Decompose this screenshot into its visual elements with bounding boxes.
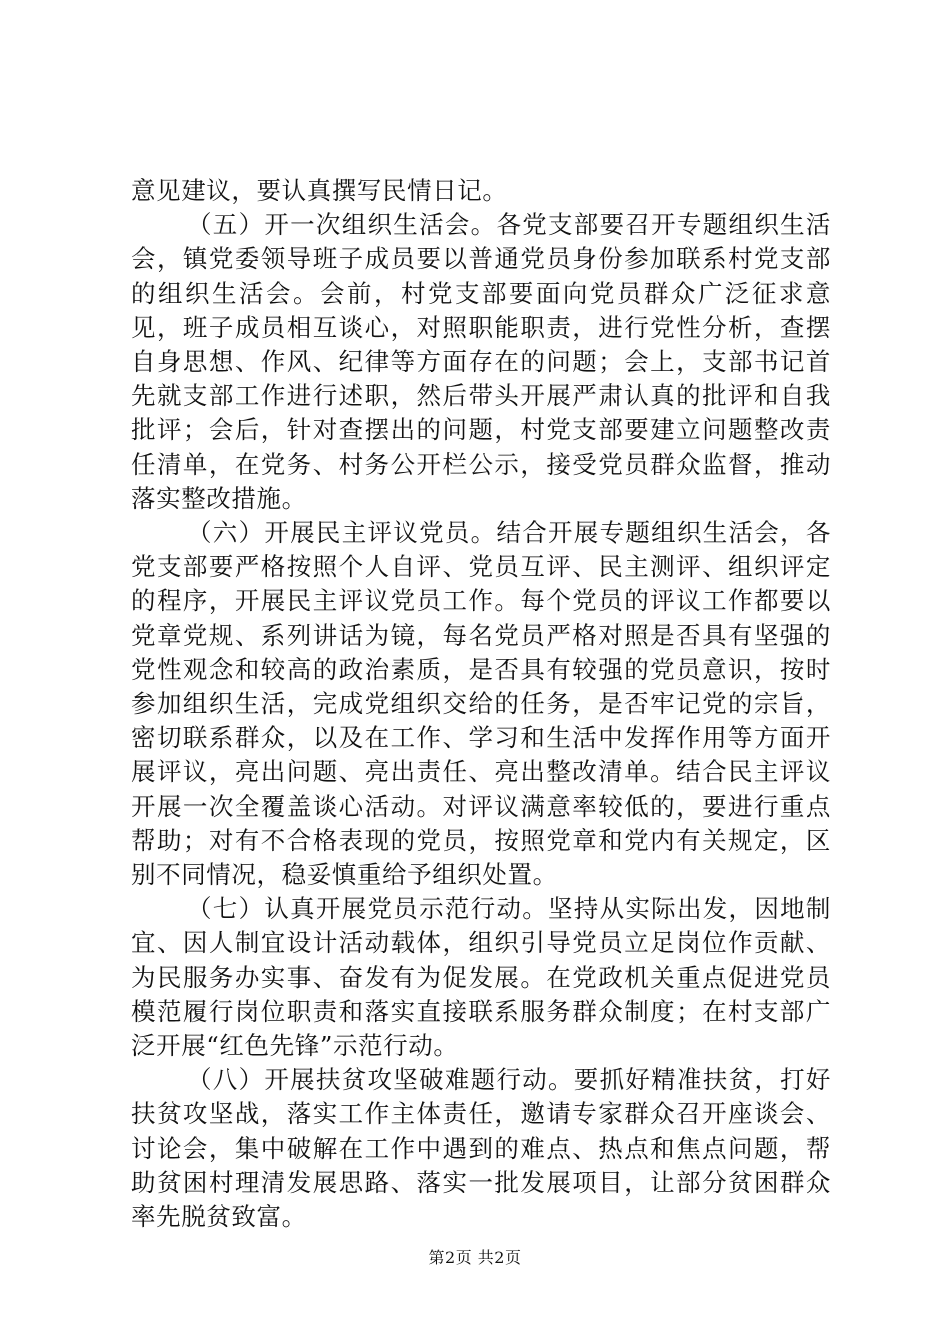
paragraph-section-5: （五）开一次组织生活会。各党支部要召开专题组织生活会，镇党委领导班子成员要以普通党员身份参加联系村党支部的组织生活会。会前，村党支部要面向党员群众广泛征求意见，班子成员相互谈心，对照职能职责，进行党性分析，查摆自身思想、作风、纪律等方面存在的问题；会上，支部书记首先就支部工作进行述职，然后带头开展严肃认真的批评和自我批评；会后，针对查摆出的问题，村党支部要建立问题整改责任清单，在党务、村务公开栏公示，接受党员群众监督，推动落实整改措施。 (131, 210, 831, 513)
paragraph-section-6: （六）开展民主评议党员。结合开展专题组织生活会，各党支部要严格按照个人自评、党员互评、民主测评、组织评定的程序，开展民主评议党员工作。每个党员的评议工作都要以党章党规、系列讲话为镜，每名党员严格对照是否具有坚强的党性观念和较高的政治素质，是否具有较强的党员意识，按时参加组织生活，完成党组织交给的任务，是否牢记党的宗旨，密切联系群众，以及在工作、学习和生活中发挥作用等方面开展评议，亮出问题、亮出责任、亮出整改清单。结合民主评议开展一次全覆盖谈心活动。对评议满意率较低的，要进行重点帮助；对有不合格表现的党员，按照党章和党内有关规定，区别不同情况，稳妥慎重给予组织处置。 (131, 518, 831, 890)
page-footer: 第2页 共2页 (428, 1248, 522, 1267)
paragraph-continuation: 意见建议，要认真撰写民情日记。 (131, 176, 508, 205)
document-body (131, 174, 831, 1234)
paragraph-section-8: （八）开展扶贫攻坚破难题行动。要抓好精准扶贫，打好扶贫攻坚战，落实工作主体责任，邀请专家群众召开座谈会、讨论会，集中破解在工作中遇到的难点、热点和焦点问题，帮助贫困村理清发展思路、落实一批发展项目，让部分贫困群众率先脱贫致富。 (131, 1065, 831, 1232)
paragraph-section-7: （七）认真开展党员示范行动。坚持从实际出发，因地制宜、因人制宜设计活动载体，组织引导党员立足岗位作贡献、为民服务办实事、奋发有为促发展。在党政机关重点促进党员模范履行岗位职责和落实直接联系服务群众制度；在村支部广泛开展“红色先锋”示范行动。 (131, 894, 831, 1061)
